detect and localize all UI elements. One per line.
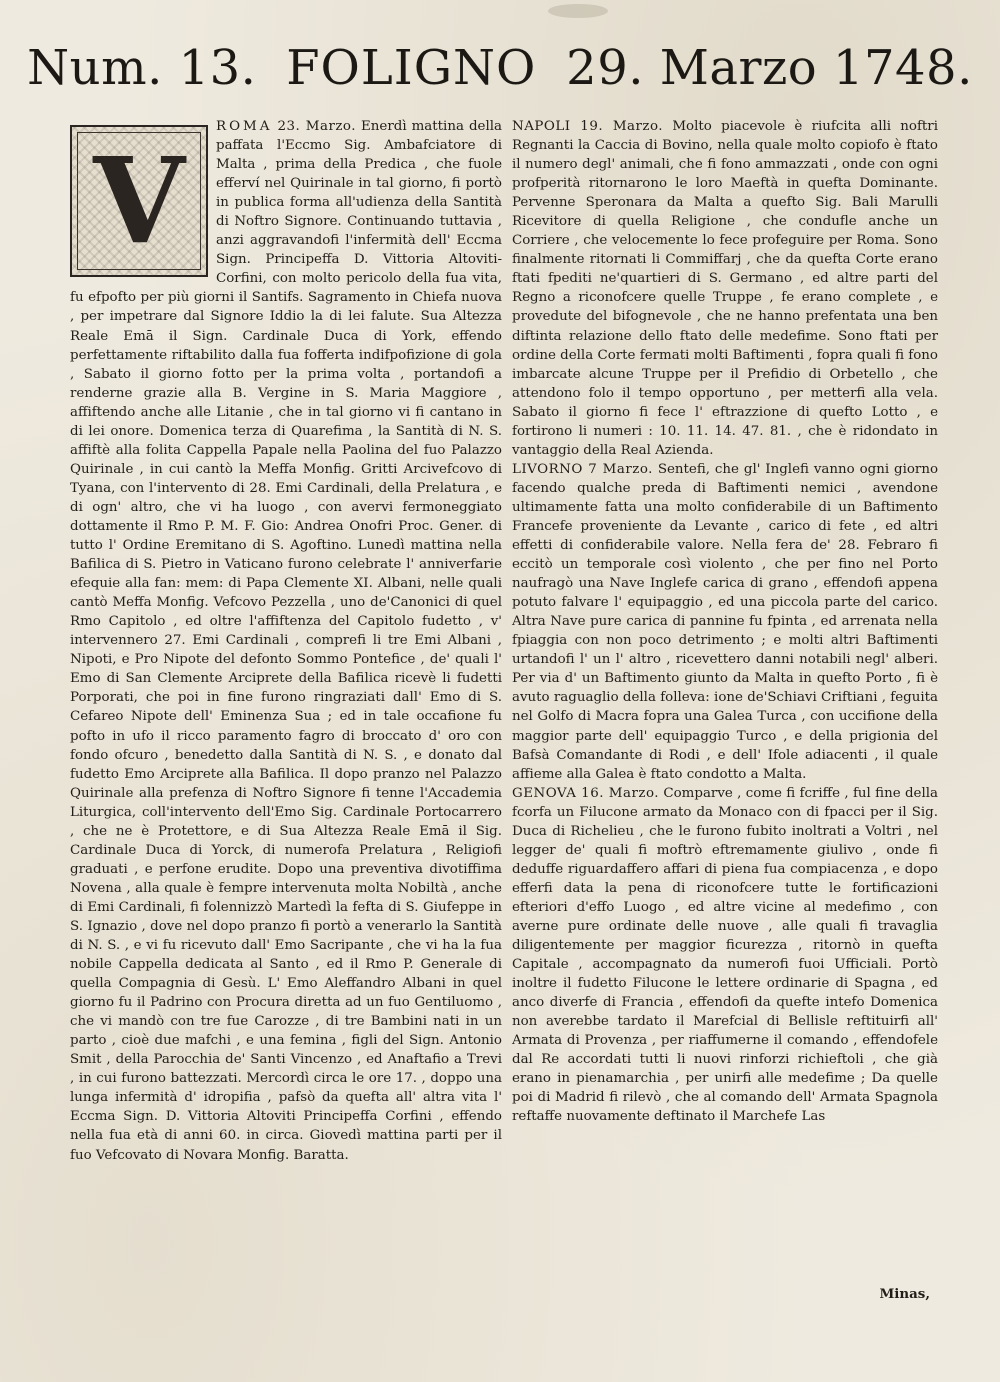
article-genova-text: Comparve , come fi fcriffe , ful fine della fcorfa un Filucone armato da Monaco con di fpacci per il Sig. Duca di Richelieu , che le furono fubito inoltrati a Voltri , nel legger de' quali fi moftrò eftremamente giulivo , onde fi deduffe riguardaffero affari di piena fua compiacenza , e dopo efferfi data la pena di riconofcere tutte le fortificazioni efteriori d'effo Luogo , ed altre vicine al medefimo , con averne pure ordinate delle nuove , alle quali fi travaglia diligentemente per maggior ficurezza , ritornò in quefta Capitale , accompagnato da numerofi fuoi Ufficiali. Portò inoltre il fudetto Filucone le lettere ordinarie di Spagna , ed anco diverfe di Francia , effendofi da quefte intefo Domenica non averebbe tardato il Marefcial di Bellisle reftituirfi all' Armata di Provenza , per riaffumerne il comando , effendofele dal Re accordati tutti li nuovi rinforzi richieftoli , che già erano in pienamarchia , per unirfi alle medefime ; Da quelle poi di Madrid fi rilevò , che al comando dell' Armata Spagnola reftaffe nuovamente deftinato il Marchefe Las [512,785,938,1125]
article-roma [70,117,502,1165]
dateline-genova: GENOVA 16. Marzo. [512,785,660,801]
article-livorno-text: Sentefi, che gl' Inglefi vanno ogni giorno facendo qualche preda di Baftimenti nemici , avendone ultimamente fatta una molto confiderabile di un Baftimento Francefe proveniente da Levante , carico di fete , ed altri effetti di confiderabile valore. Nella fera de' 28. Febraro fi eccitò un temporale così violento , che per fino nel Porto naufragò una Nave Inglefe carica di grano , effendofi appena potuto falvare l' equipaggio , ed una piccola parte del carico. Altra Nave pure carica di pannine fu fpinta , ed arrenata nella fpiaggia con non poco detrimento ; e molti altri Baftimenti urtandofi l' un l' altro , ricevettero danni notabili negl' alberi. Per via d' un Baftimento giunto da Malta in quefto Porto , fi è avuto raguaglio della folleva: ione de'Schiavi Criftiani , feguita nel Golfo di Macra fopra una Galea Turca , con uccifione della maggior parte dell' equipaggio Turco , e della prigionia del Bafsà Comandante di Rodi , e dell' Ifole adiacenti , il quale affieme alla Galea è ftato condotto a Malta. [512,461,939,782]
paper-stain [548,4,608,18]
initial-letter: V [93,131,185,270]
article-livorno [512,460,938,784]
issue-number: Num. 13. [27,40,257,96]
column-left [70,117,502,1165]
article-napoli-text: Molto piacevole è riufcita alli noftri Regnanti la Caccia di Bovino, nella quale molto copiofo è ftato il numero degl' animali, che fi fono ammazzati , onde con ogni profperità ritornarono le loro Maeftà in quefta Dominante. Pervenne Speronara da Malta a quefto Sig. Bali Marulli Ricevitore di quella Religione , che condufle anche un Corriere , che velocemente lo fece profeguire per Roma. Sono finalmente ritornati li Commiffarj , che da quefta Corte erano ftati fpediti ne'quartieri di S. Germano , ed altre parti del Regno a riconofcere quelle Truppe , fe erano complete , e provedute del bifognevole , che ne hanno prefentata una ben diftinta relazione dello ftato delle medefime. Sono ftati per ordine della Corte fermati molti Baftimenti , fopra quali fi fono imbarcate alcune Truppe per il Prefidio di Orbetello , che attendono folo il tempo opportuno , per metterfi alla vela. Sabato il giorno fi fece l' eftrazzione di quefto Lotto , e fortirono li numeri : 10. 11. 14. 47. 81. , che è ridondato in vantaggio della Real Azienda. [512,119,938,458]
masthead [0,38,1000,98]
article-roma-text: Enerdì mattina della paffata l'Eccmo Sig. Ambafciatore di Malta , prima della Predica , che fuole efferví nel Quirinale in tal giorno, fi portò in publica forma all'udienza della Santità di Noftro Signore. Continuando tuttavia , anzi aggravandofi l'infermità dell' Eccma Sign. Principeffa D. Vittoria Altoviti-Corfini, con molto pericolo della fua vita, fu efpofto per più giorni il Santifs. Sagramento in Chiefa nuova , per impetrare dal Signore Iddio la di lei falute. Sua Altezza Reale Emā il Sign. Cardinale Duca di York, effendo perfettamente riftabilito dalla fua fofferta indifpofizione di gola , Sabato il giorno fotto per la prima volta , portandofi a renderne grazie alla B. Vergine in S. Maria Maggiore , affiftendo anche alle Litanie , che in tal giorno vi fi cantano in di lei onore. Domenica terza di Quarefima , la Santità di N. S. affiftè alla folita Cappella Papale nella Paolina del fuo Palazzo Quirinale , in cui cantò la Meffa Monfig. Gritti Arcivefcovo di Tyana, con l'intervento di 28. Emi Cardinali, della Prelatura , e di ogn' altro, che vi ha luogo , con avervi fermoneggiato dottamente il Rmo P. M. F. Gio: Andrea Onofri Proc. Gener. di tutto l' Ordine Eremitano di S. Agoftino. Lunedì mattina nella Bafilica di S. Pietro in Vaticano furono celebrate l' anniverfarie efequie alla fan: mem: di Papa Clemente XI. Albani, nelle quali cantò Meffa Monfig. Vefcovo Pezzella , uno de'Canonici di quel Rmo Capitolo , ed oltre l'affiftenza del Capitolo fudetto , v' intervennero 27. Emi Cardinali , comprefi li tre Emi Albani , Nipoti, e Pro Nipote del defonto Sommo Pontefice , de' quali l' Emo di San Clemente Arciprete della Bafilica ricevè li fudetti Porporati, che poi in fine furono ringraziati dall' Emo di S. Cefareo Nipote dell' Eminenza Sua ; ed in tale occafione fu pofto in ufo il ricco paramento fagro di broccato d' oro con fondo ofcuro , benedetto dalla Santità di N. S. , e donato dal fudetto Emo Arciprete alla Bafilica. Il dopo pranzo nel Palazzo Quirinale alla prefenza di Noftro Signore fi tenne l'Accademia Liturgica, coll'intervento dell'Emo Sig. Cardinale Portocarrero , che ne è Protettore, e di Sua Altezza Reale Emā il Sig. Cardinale Duca di Yorck, di numerofa Prelatura , Religiofi graduati , e perfone erudite. Dopo una preventiva divotiffima Novena , alla quale è fempre intervenuta molta Nobiltà , anche di Emi Cardinali, fi folennizzò Martedì la fefta di S. Giufeppe in S. Ignazio , dove nel dopo pranzo fi portò a venerarlo la Santità di N. S. , e vi fu ricevuto dall' Emo Sacripante , che vi ha la fua nobile Cappella dedicata al Santo , ed il Rmo P. Generale di quella Compagnia di Gesù. L' Emo Aleffandro Albani in quel giorno fu il Padrino con Procura diretta ad un fuo Gentiluomo , che vi mandò con tre fue Carozze , di tre Bambini nati in un parto , cioè due mafchi , e una femina , figli del Sign. Antonio Smit , della Parocchia de' Santi Vincenzo , ed Anaftafio a Trevi , in cui furono battezzati. Mercordì circa le ore 17. , doppo una lunga infermità d' idropifia , pafsò da quefta all' altra vita l' Eccma Sign. D. Vittoria Altoviti Principeffa Corfini , effendo nella fua età di anni 60. in circa. Giovedì mattina parti per il fuo Vefcovato di Novara Monfig. Baratta. [70,119,502,1163]
catchword: Minas, [879,1286,930,1302]
dateline-napoli: NAPOLI 19. Marzo. [512,119,664,134]
column-right [512,117,938,1126]
dateline-livorno: LIVORNO 7 Marzo. [512,461,653,477]
decorated-initial [70,125,208,277]
dateline-roma-date: 23. Marzo. [277,119,357,134]
masthead-city: FOLIGNO [286,40,537,96]
issue-date: 29. Marzo 1748. [566,40,973,96]
dateline-roma-city: ROMA [216,119,273,134]
article-genova [512,784,938,1127]
article-napoli [512,117,938,460]
